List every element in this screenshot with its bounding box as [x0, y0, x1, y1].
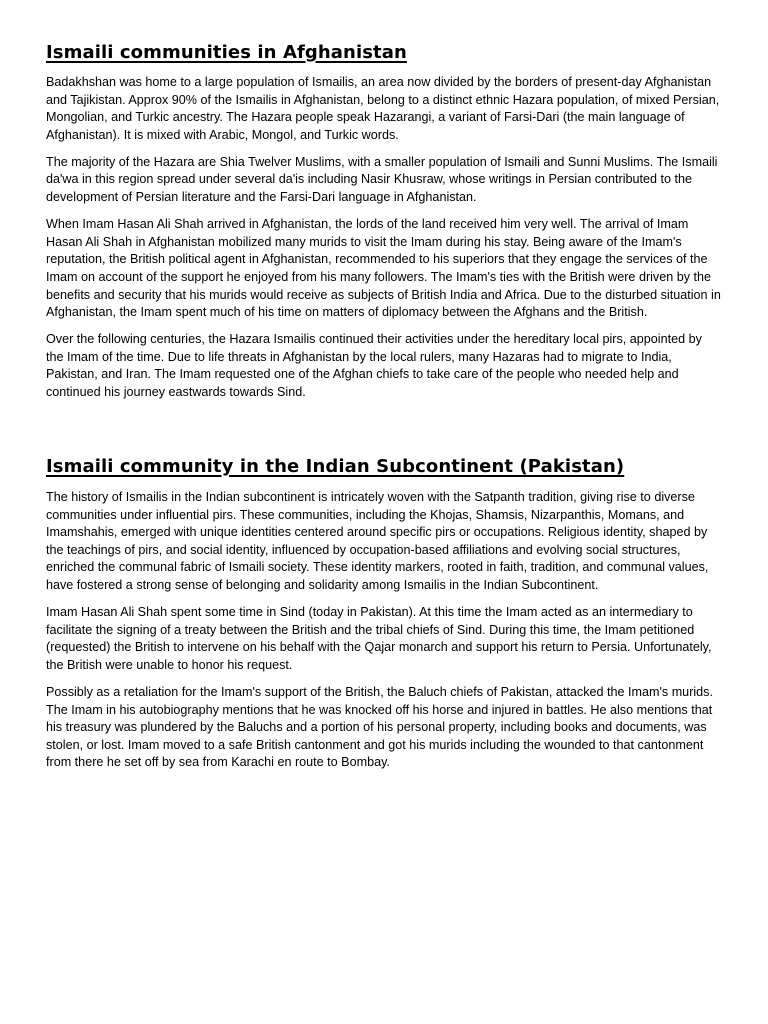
paragraph: The history of Ismailis in the Indian subcontinent is intricately woven with the Satpanth tradition, giving rise to diverse communities under influential pirs. These communities, including the Khojas, Shamsis, Nizarpanthis, Momans, and Imamshahis, emerged with unique identities centered around specific pirs or occupations. Religious identity, shaped by the teachings of pirs, and social identity, influenced by occupation-based affiliations and evolving social structures, enriched the communal fabric of Ismaili society. These identity markers, rooted in faith, tradition, and communal values, have fostered a strong sense of belonging and solidarity among Ismailis in the Indian Subcontinent. — [46, 490, 709, 592]
paragraph: Imam Hasan Ali Shah spent some time in Sind (today in Pakistan). At this time the Imam acted as an intermediary to facilitate the signing of a treaty between the British and the tribal chiefs of Sind. During this time, the Imam petitioned (requested) the British to intervene on his behalf with the Qajar monarch and support his return to Persia. Unfortunately, the British were unable to honor his request. — [46, 605, 712, 672]
paragraph: Possibly as a retaliation for the Imam's support of the British, the Baluch chiefs of Pakistan, attacked the Imam's murids. The Imam in his autobiography mentions that he was knocked off his horse and injured in battles. He also mentions that his treasury was plundered by the Baluchs and a portion of his personal property, including books and documents, was stolen, or lost. Imam moved to a safe British cantonment and got his murids including the wounded to that cantonment from there he set off by sea from Karachi en route to Bombay. — [46, 684, 713, 770]
paragraph: Badakhshan was home to a large population of Ismailis, an area now divided by the borders of present-day Afghanistan and Tajikistan. Approx 90% of the Ismailis in Afghanistan, belong to a distinct ethnic Hazara population, of mixed Persian, Mongolian, and Turkic ancestry. The Hazara people speak Hazarangi, a variant of Farsi-Dari (the main language of Afghanistan). It is mixed with Arabic, Mongol, and Turkic words. — [46, 75, 720, 142]
paragraph: When Imam Hasan Ali Shah arrived in Afghanistan, the lords of the land received him very well. The arrival of Imam Hasan Ali Shah in Afghanistan mobilized many murids to visit the Imam during his stay. Being aware of the Imam's reputation, the British political agent in Afghanistan, recommended to his superiors that they engage the services of the Imam on account of the support he enjoyed from his many followers. The Imam's ties with the British were driven by the benefits and security that his murids would receive as subjects of British India and Africa. Due to the disturbed situation in Afghanistan, the Imam spent much of his time on matters of diplomacy between the Afghans and the British. — [46, 217, 721, 320]
section-body-afghanistan — [46, 74, 722, 402]
section-title-afghanistan: Ismaili communities in Afghanistan — [46, 42, 407, 63]
paragraph: The majority of the Hazara are Shia Twelver Muslims, with a smaller population of Ismaili and Sunni Muslims. The Ismaili da'wa in this region spread under several da'is including Nasir Khusraw, whose writings in Persian contributed to the development of Persian literature and the Farsi-Dari language in Afghanistan. — [46, 154, 718, 205]
section-body-indian-subcontinent — [46, 489, 722, 772]
section-title-indian-subcontinent: Ismaili community in the Indian Subcontinent (Pakistan) — [46, 456, 625, 477]
paragraph: Over the following centuries, the Hazara Ismailis continued their activities under the hereditary local pirs, appointed by the Imam of the time. Due to life threats in Afghanistan by the local rulers, many Hazaras had to migrate to India, Pakistan, and Iran. The Imam requested one of the Afghan chiefs to take care of the people who needed help and continued his journey eastwards towards Sind. — [46, 332, 702, 399]
